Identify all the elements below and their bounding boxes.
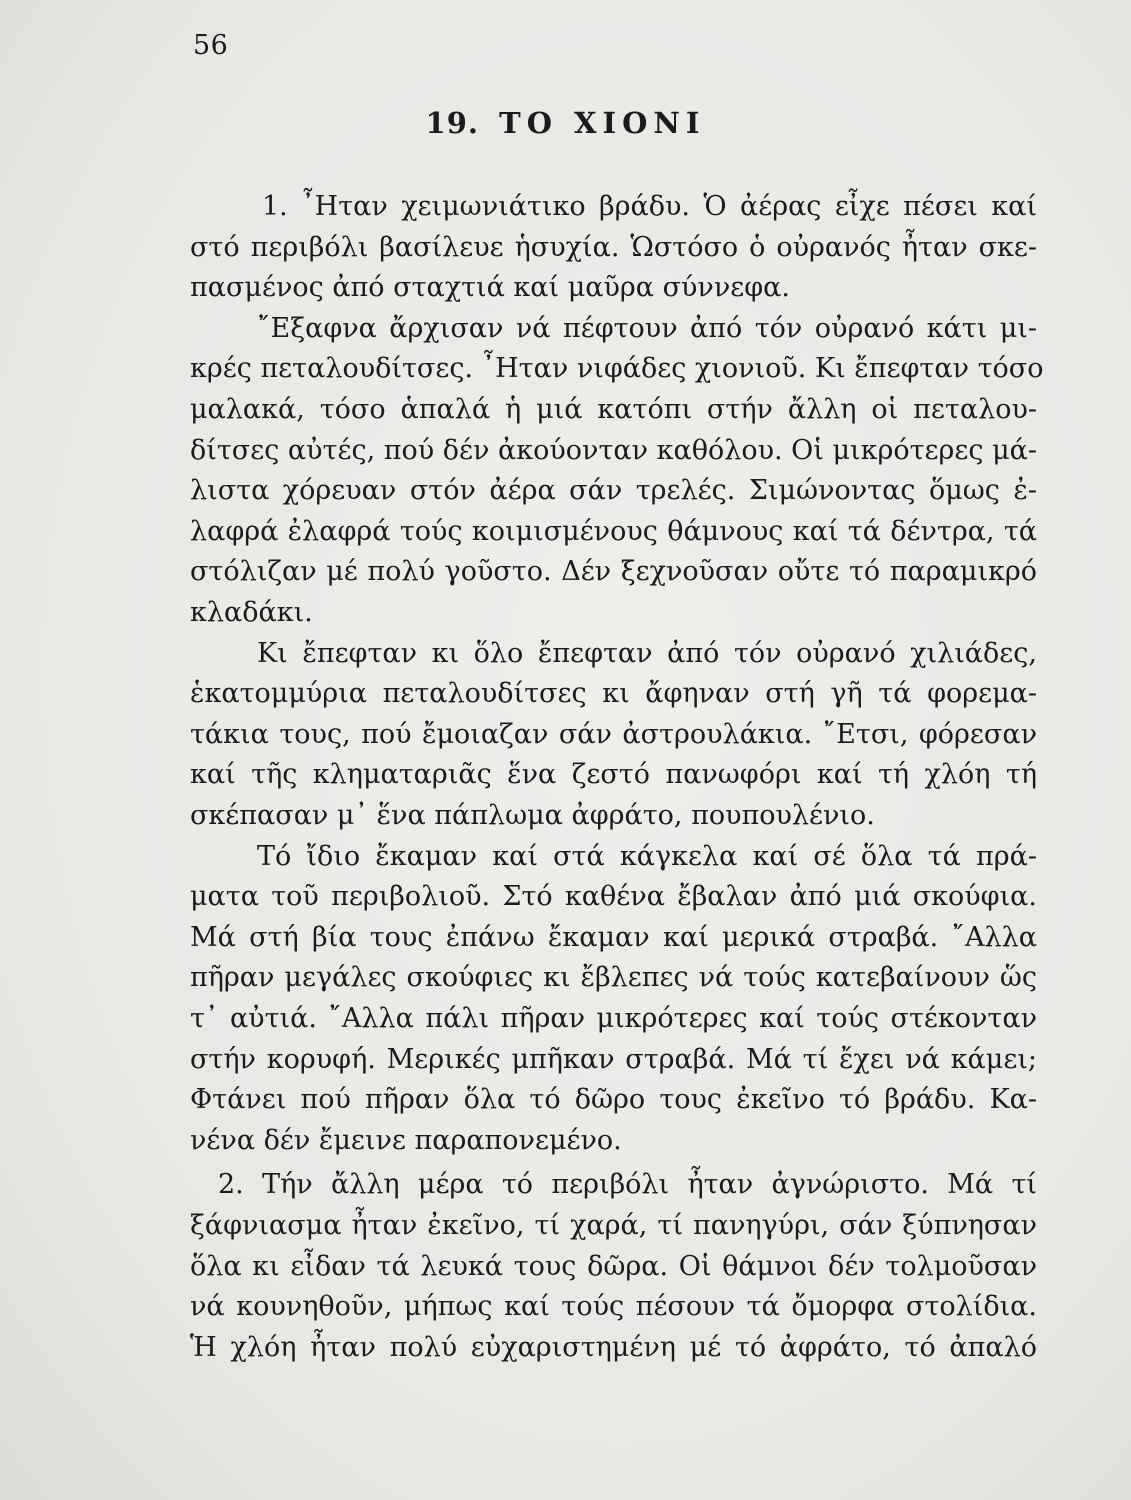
text-line: στήν κορυφή. Μερικές μπῆκαν στραβά. Μά τί ἔχει νά κάμει; [190,1043,1037,1075]
text-line: λιστα χόρευαν στόν ἀέρα σάν τρελές. Σιμώνοντας ὅμως ἐ- [190,475,1037,507]
text-line: πῆραν μεγάλες σκούφιες κι ἔβλεπες νά τούς κατεβαίνουν ὥς [190,962,1037,994]
text-line: καί τῆς κληματαριᾶς ἕνα ζεστό πανωφόρι καί τή χλόη τή [190,759,1037,791]
chapter-number: 19. [425,106,479,140]
chapter-title-text: ΤΟ ΧΙΟΝΙ [499,106,706,140]
page-number: 56 [193,30,229,61]
text-line: μαλακά, τόσο ἁπαλά ἡ μιά κατόπι στήν ἄλλη οἱ πεταλου- [190,394,1037,425]
text-line: κρές πεταλουδίτσες. ῏Ηταν νιφάδες χιονιοῦ. Κι ἔπεφταν τόσο [190,353,1044,385]
text-line: Ἡ χλόη ἦταν πολύ εὐχαριστημένη μέ τό ἀφράτο, τό ἀπαλό [190,1331,1037,1363]
text-line: δίτσες αὐτές, πού δέν ἀκούονταν καθόλου. Οἱ μικρότερες μά- [190,434,1038,466]
text-line: Κι ἔπεφταν κι ὅλο ἔπεφταν ἀπό τόν οὐρανό χιλιάδες, [257,637,1037,669]
text-line: τάκια τους, πού ἔμοιαζαν σάν ἀστρουλάκια. ῎Ετσι, φόρεσαν [190,718,1037,750]
text-line: ὅλα κι εἶδαν τά λευκά τους δῶρα. Οἱ θάμνοι δέν τολμοῦσαν [190,1250,1037,1282]
text-line: νένα δέν ἔμεινε παραπονεμένο. [190,1124,622,1156]
text-line: 1. ῏Ηταν χειμωνιάτικο βράδυ. Ὁ ἀέρας εἶχε πέσει καί [262,191,1037,222]
text-line: στόλιζαν μέ πολύ γοῦστο. Δέν ξεχνοῦσαν οὔτε τό παραμικρό [190,556,1037,588]
text-line: κλαδάκι. [190,597,313,628]
text-line: Μά στή βία τους ἐπάνω ἔκαμαν καί μερικά στραβά. ῎Αλλα [190,921,1037,953]
text-line: τ᾿ αὐτιά. ῎Αλλα πάλι πῆραν μικρότερες καί τούς στέκονταν [190,1003,1037,1034]
text-line: ματα τοῦ περιβολιοῦ. Στό καθένα ἔβαλαν ἀπό μιά σκούφια. [190,881,1037,913]
chapter-title [0,106,1131,140]
text-line: Τό ἴδιο ἔκαμαν καί στά κάγκελα καί σέ ὅλα τά πρά- [257,840,1037,872]
text-line: νά κουνηθοῦν, μήπως καί τούς πέσουν τά ὄμορφα στολίδια. [190,1291,1037,1323]
text-line: Φτάνει πού πῆραν ὅλα τό δῶρο τους ἐκεῖνο τό βράδυ. Κα- [190,1084,1037,1116]
text-line: ἑκατομμύρια πεταλουδίτσες κι ἄφηναν στή γῆ τά φορεμα- [190,678,1037,710]
text-line: 2. Τήν ἄλλη μέρα τό περιβόλι ἦταν ἀγνώριστο. Μά τί [218,1169,1037,1201]
text-line: λαφρά ἐλαφρά τούς κοιμισμένους θάμνους καί τά δέντρα, τά [190,515,1037,547]
text-line: σκέπασαν μ᾿ ἕνα πάπλωμα ἀφράτο, πουπουλένιο. [190,800,875,831]
text-line: ξάφνιασμα ἦταν ἐκεῖνο, τί χαρά, τί πανηγύρι, σάν ξύπνησαν [190,1210,1037,1241]
text-line: στό περιβόλι βασίλευε ἡσυχία. Ὡστόσο ὁ οὐρανός ἦταν σκε- [190,231,1037,263]
text-line: πασμένος ἀπό σταχτιά καί μαῦρα σύννεφα. [190,272,790,304]
text-line: ῎Εξαφνα ἄρχισαν νά πέφτουν ἀπό τόν οὐρανό κάτι μι- [257,312,1037,344]
